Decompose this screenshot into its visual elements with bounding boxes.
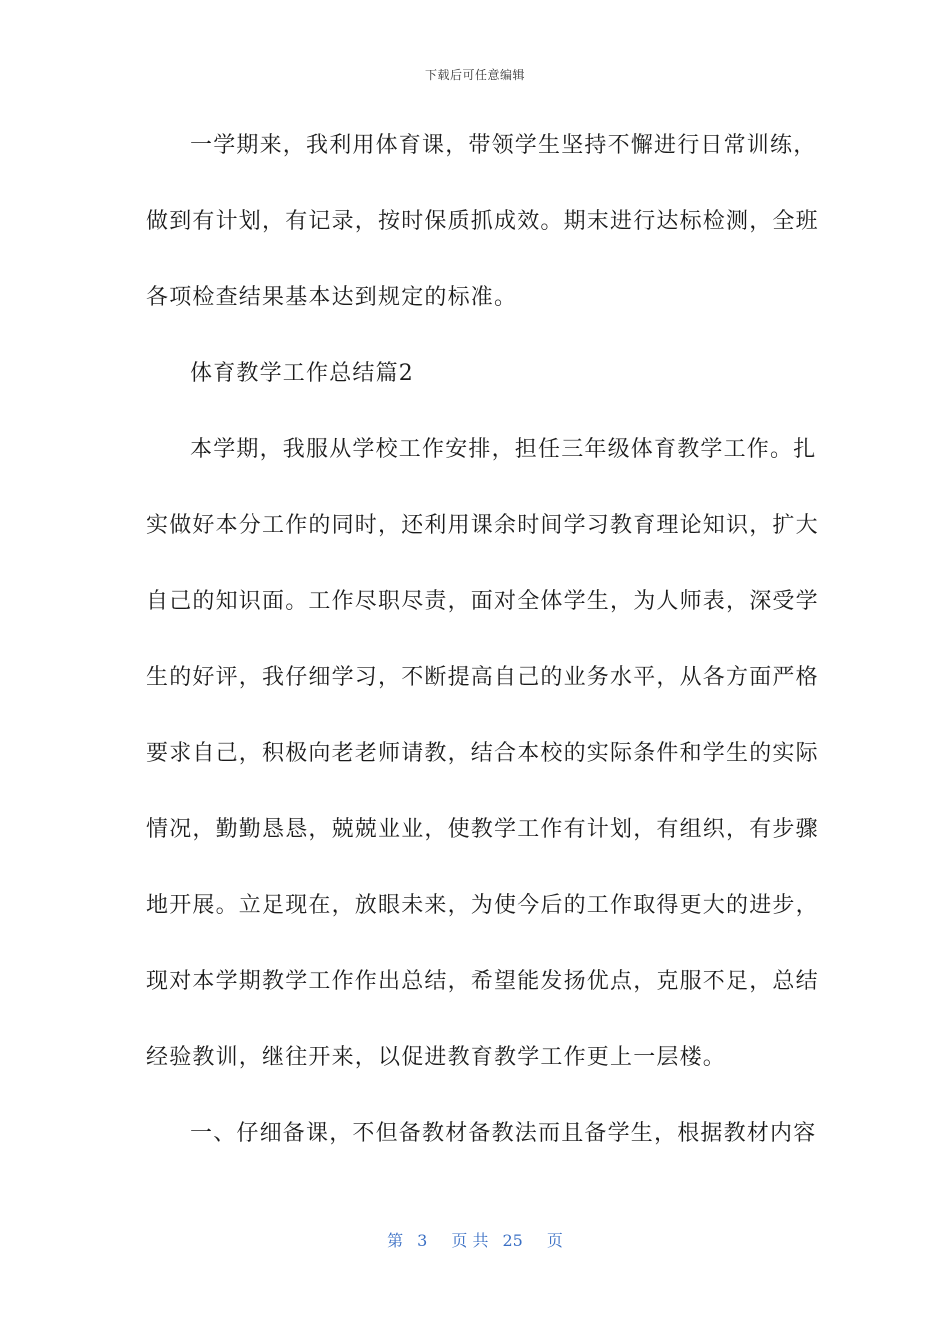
paragraph-line: 一学期来，我利用体育课，带领学生坚持不懈进行日常训练， bbox=[190, 133, 817, 158]
page-footer bbox=[0, 1228, 950, 1251]
page-header-note: 下载后可任意编辑 bbox=[424, 68, 525, 82]
total-pages-number: 25 bbox=[502, 1231, 523, 1250]
paragraph-line: 一、仔细备课，不但备教材备教法而且备学生，根据教材内容 bbox=[190, 1121, 817, 1146]
paragraph-line: 本学期，我服从学校工作安排，担任三年级体育教学工作。扎 bbox=[190, 437, 817, 462]
paragraph-line: 各项检查结果基本达到规定的标准。 bbox=[146, 285, 518, 310]
paragraph-line: 生的好评，我仔细学习，不断提高自己的业务水平，从各方面严格 bbox=[146, 665, 819, 690]
paragraph-line: 经验教训，继往开来，以促进教育教学工作更上一层楼。 bbox=[146, 1045, 727, 1070]
footer-suffix: 页 bbox=[546, 1231, 563, 1250]
document-body bbox=[146, 127, 819, 1191]
paragraph-line: 做到有计划，有记录，按时保质抓成效。期末进行达标检测，全班 bbox=[146, 209, 819, 234]
paragraph-line: 现对本学期教学工作作出总结，希望能发扬优点，克服不足，总结 bbox=[146, 969, 819, 994]
paragraph-line: 情况，勤勤恳恳，兢兢业业，使教学工作有计划，有组织，有步骤 bbox=[146, 817, 819, 842]
paragraph-line: 地开展。立足现在，放眼未来，为使今后的工作取得更大的进步， bbox=[146, 893, 819, 918]
footer-prefix: 第 bbox=[387, 1231, 404, 1250]
footer-middle: 页 共 bbox=[451, 1231, 489, 1250]
paragraph-line: 要求自己，积极向老老师请教，结合本校的实际条件和学生的实际 bbox=[146, 741, 819, 766]
paragraph-line: 自己的知识面。工作尽职尽责，面对全体学生，为人师表，深受学 bbox=[146, 589, 819, 614]
current-page-number: 3 bbox=[417, 1231, 428, 1250]
paragraph-line: 实做好本分工作的同时，还利用课余时间学习教育理论知识，扩大 bbox=[146, 513, 819, 538]
section-heading: 体育教学工作总结篇2 bbox=[190, 361, 414, 386]
